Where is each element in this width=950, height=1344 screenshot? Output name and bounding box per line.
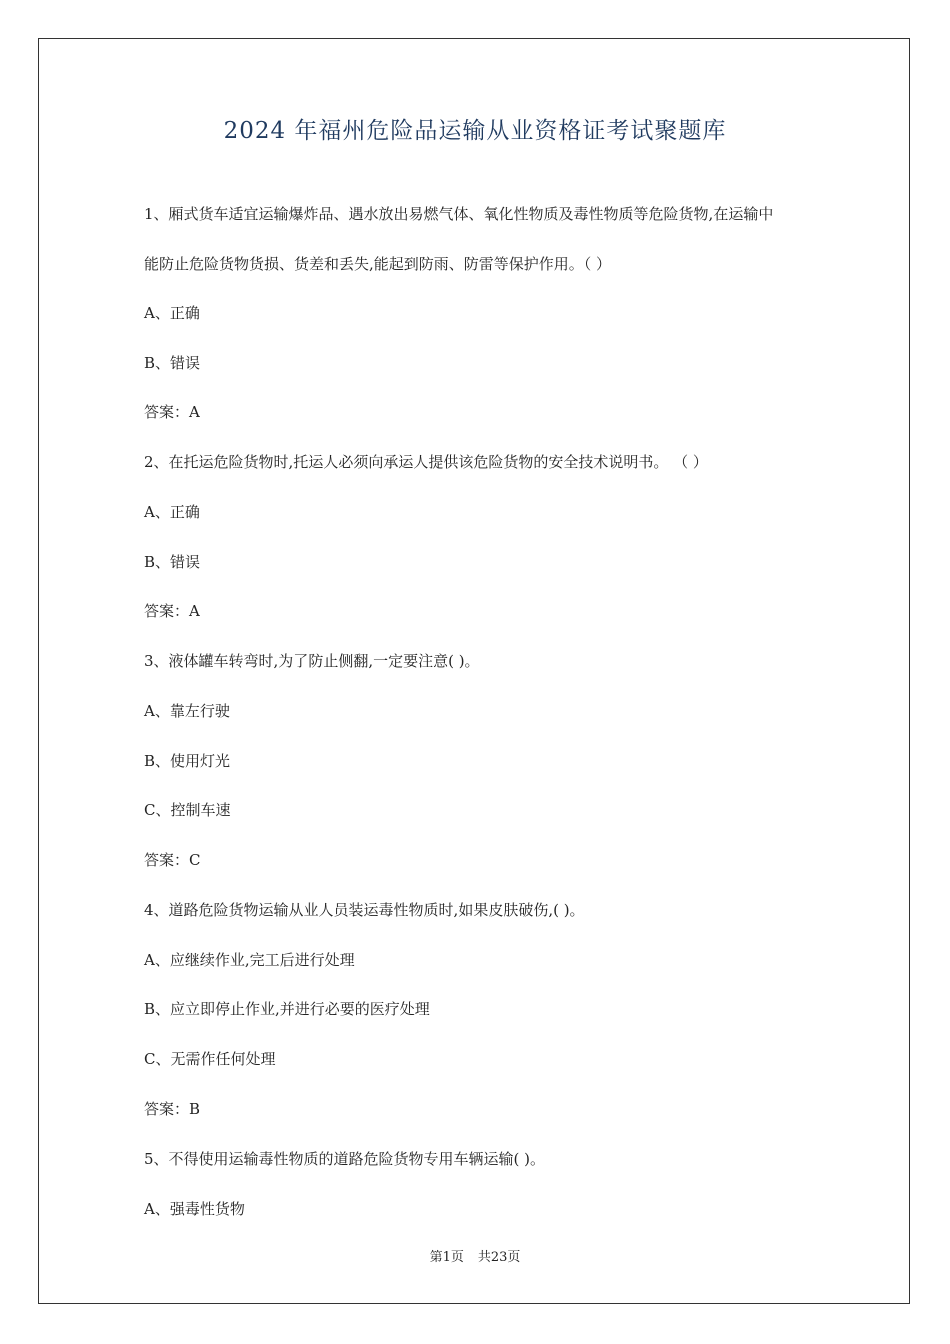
question-1-option-a: A、正确 [144,304,200,322]
question-1-stem-line-2: 能防止危险货物货损、货差和丢失,能起到防雨、防雷等保护作用。（ ） [144,255,612,273]
total-pages: 共23页 [477,1250,521,1265]
question-4-option-b: B、应立即停止作业,并进行必要的医疗处理 [144,1000,430,1018]
question-4-answer: 答案：B [144,1100,201,1118]
question-1-stem-line-1: 1、厢式货车适宜运输爆炸品、遇水放出易燃气体、氧化性物质及毒性物质等危险货物,在运输中 [144,205,774,223]
page-footer [0,1246,950,1265]
question-4-option-c: C、无需作任何处理 [144,1050,276,1068]
question-3-option-b: B、使用灯光 [144,752,231,770]
question-2-option-b: B、错误 [144,553,201,571]
question-3-stem: 3、液体罐车转弯时,为了防止侧翻,一定要注意( )。 [144,652,480,670]
question-4-stem: 4、道路危险货物运输从业人员装运毒性物质时,如果皮肤破伤,( )。 [144,901,585,919]
question-4-option-a: A、应继续作业,完工后进行处理 [144,951,355,969]
question-1-option-b: B、错误 [144,354,201,372]
question-5-stem: 5、不得使用运输毒性物质的道路危险货物专用车辆运输( )。 [144,1150,546,1168]
question-5-option-a: A、强毒性货物 [144,1200,245,1218]
question-1-answer: 答案：A [144,403,200,421]
question-2-answer: 答案：A [144,602,200,620]
question-3-answer: 答案：C [144,851,201,869]
page-number: 第1页 [429,1250,464,1265]
question-2-stem: 2、在托运危险货物时,托运人必须向承运人提供该危险货物的安全技术说明书。 （ ） [144,453,708,471]
document-title: 2024 年福州危险品运输从业资格证考试聚题库 [223,118,727,144]
question-3-option-c: C、控制车速 [144,801,231,819]
question-2-option-a: A、正确 [144,503,200,521]
question-3-option-a: A、靠左行驶 [144,702,230,720]
